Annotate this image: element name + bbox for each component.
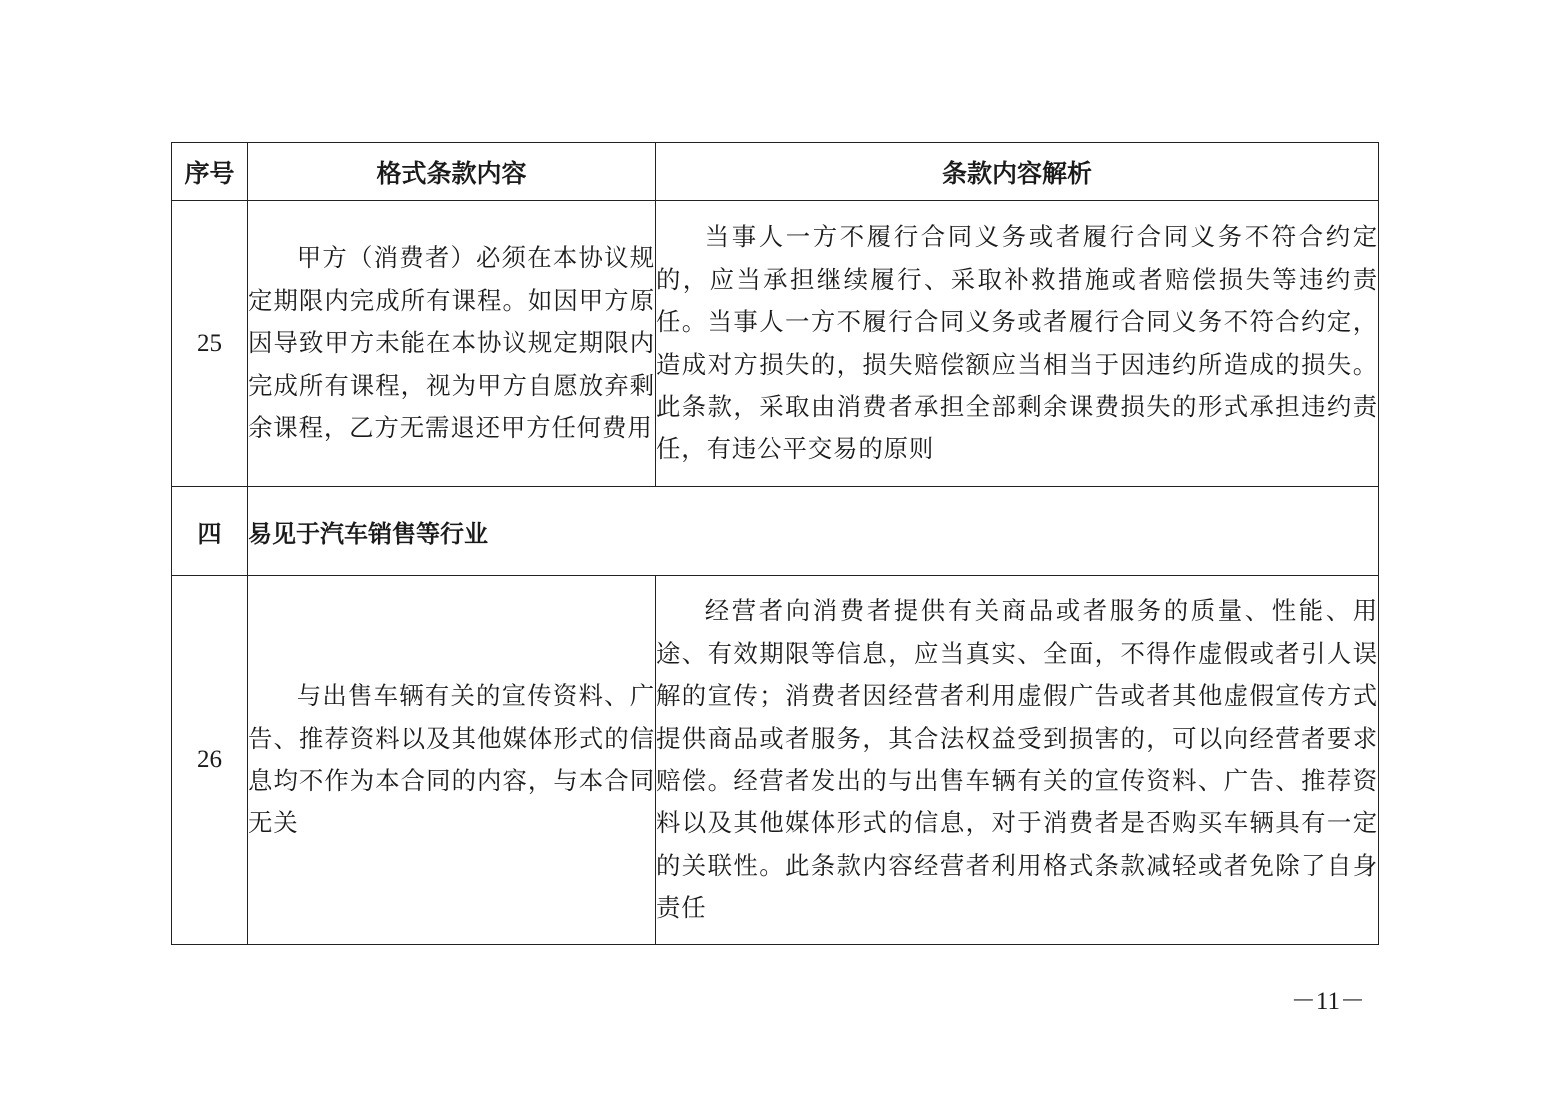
section-title: 易见于汽车销售等行业 [248,487,1379,576]
analysis-text: 经营者向消费者提供有关商品或者服务的质量、性能、用途、有效期限等信息，应当真实、全面，不得作虚假或者引人误解的宣传；消费者因经营者利用虚假广告或者其他虚假宣传方式提供商品或者服务，其合法权益受到损害的，可以向经营者要求赔偿。经营者发出的与出售车辆有关的宣传资料、广告、推荐资料以及其他媒体形式的信息，对于消费者是否购买车辆具有一定的关联性。此条款内容经营者利用格式条款减轻或者免除了自身责任 [656,596,1378,923]
analysis-text: 当事人一方不履行合同义务或者履行合同义务不符合约定的，应当承担继续履行、采取补救措施或者赔偿损失等违约责任。当事人一方不履行合同义务或者履行合同义务不符合约定，造成对方损失的，损失赔偿额应当相当于因违约所造成的损失。此条款，采取由消费者承担全部剩余课费损失的形式承担违约责任，有违公平交易的原则 [656,222,1378,464]
clause-table [171,142,1379,945]
clause-text: 与出售车辆有关的宣传资料、广告、推荐资料以及其他媒体形式的信息均不作为本合同的内容，与本合同无关 [248,681,655,838]
table-row [172,576,1379,945]
clause-text: 甲方（消费者）必须在本协议规定期限内完成所有课程。如因甲方原因导致甲方未能在本协议规定期限内完成所有课程，视为甲方自愿放弃剩余课程，乙方无需退还甲方任何费用 [248,243,655,443]
header-analysis: 条款内容解析 [656,143,1379,201]
table-header-row [172,143,1379,201]
row-number: 26 [172,576,248,945]
header-number: 序号 [172,143,248,201]
clause-cell [248,576,656,945]
analysis-cell [656,201,1379,487]
analysis-cell [656,576,1379,945]
row-number: 25 [172,201,248,487]
table-row [172,201,1379,487]
clause-cell [248,201,656,487]
page-number: －11－ [1290,988,1365,1015]
section-row [172,487,1379,576]
header-clause: 格式条款内容 [248,143,656,201]
section-number: 四 [172,487,248,576]
